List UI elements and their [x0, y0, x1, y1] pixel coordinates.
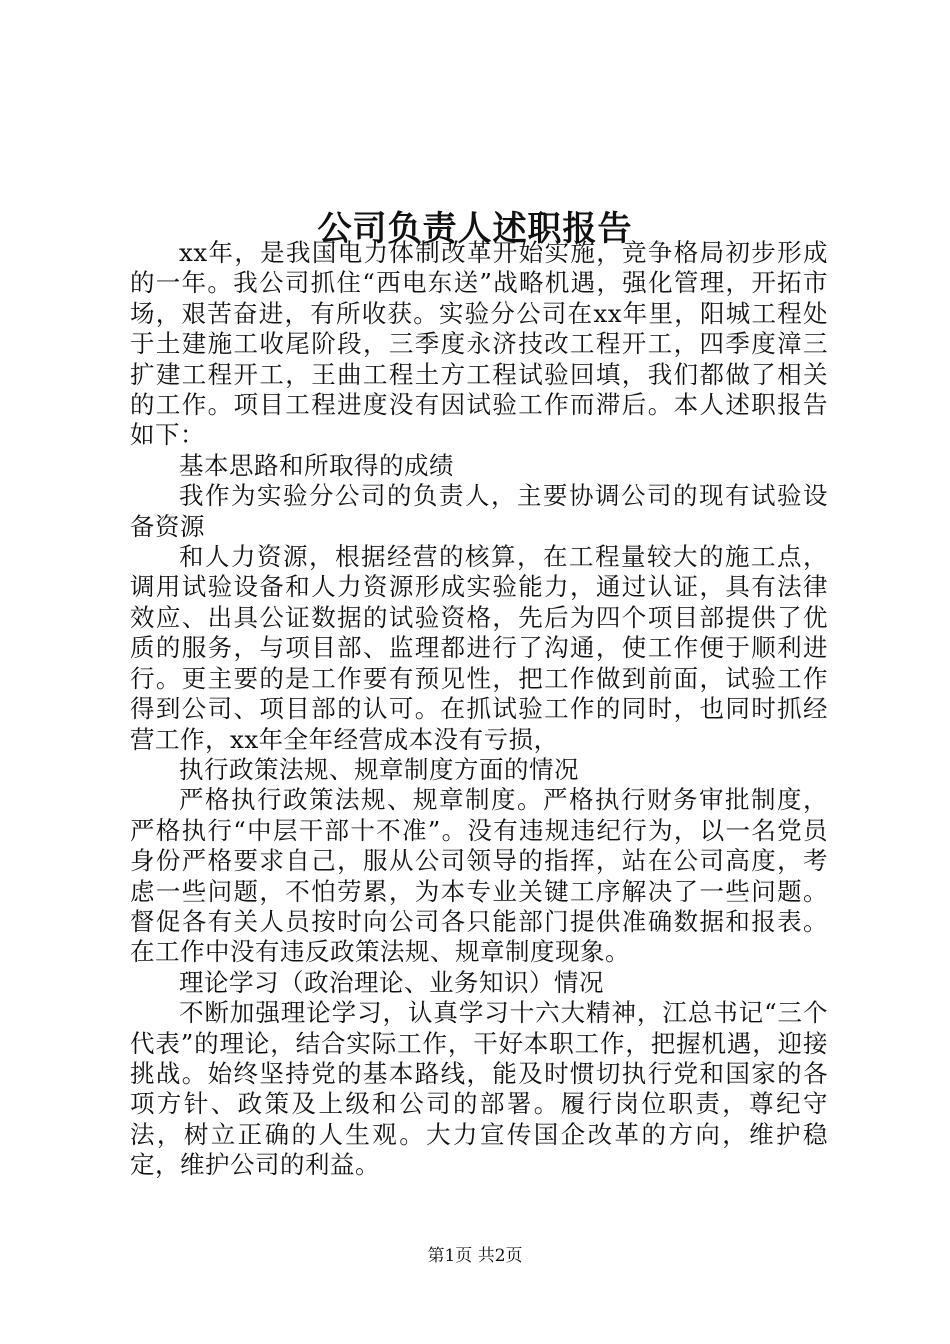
section-heading-study: 理论学习（政治理论、业务知识）情况: [179, 967, 604, 997]
document-title: 公司负责人述职报告: [317, 208, 633, 249]
paragraph-responsibility: 我作为实验分公司的负责人，主要协调公司的现有试验设备资源: [130, 481, 828, 541]
paragraph-policy: 严格执行政策法规、规章制度。严格执行财务审批制度，严格执行“中层干部十不准”。没有违规违纪行为，以一名党员身份严格要求自己，服从公司领导的指挥，站在公司高度，考虑一些问题，不怕劳累，为本专业关键工序解决了一些问题。督促各有关人员按时向公司各只能部门提供准确数据和报表。在工作中没有违反政策法规、规章制度现象。: [130, 785, 828, 967]
section-heading-policy: 执行政策法规、规章制度方面的情况: [179, 754, 579, 784]
paragraph-study: 不断加强理论学习，认真学习十六大精神，江总书记“三个代表”的理论，结合实际工作，干好本职工作，把握机遇，迎接挑战。始终坚持党的基本路线，能及时惯切执行党和国家的各项方针、政策及上级和公司的部署。履行岗位职责，尊纪守法，树立正确的人生观。大力宣传国企改革的方向，维护稳定，维护公司的利益。: [130, 998, 828, 1180]
section-heading-achievements: 基本思路和所取得的成绩: [179, 450, 454, 480]
paragraph-human-resources: 和人力资源，根据经营的核算，在工程量较大的施工点，调用试验设备和人力资源形成实验能力，通过认证，具有法律效应、出具公证数据的试验资格，先后为四个项目部提供了优质的服务，与项目部、监理都进行了沟通，使工作便于顺利进行。更主要的是工作要有预见性，把工作做到前面，试验工作得到公司、项目部的认可。在抓试验工作的同时，也同时抓经营工作，xx年全年经营成本没有亏损，: [130, 542, 828, 754]
page-indicator: 第1页 共2页: [427, 1246, 523, 1266]
paragraph-intro: xx年，是我国电力体制改革开始实施，竞争格局初步形成的一年。我公司抓住“西电东送”战略机遇，强化管理，开拓市场，艰苦奋进，有所收获。实验分公司在xx年里，阳城工程处于土建施工收尾阶段，三季度永济技改工程开工，四季度漳三扩建工程开工，王曲工程土方工程试验回填，我们都做了相关的工作。项目工程进度没有因试验工作而滞后。本人述职报告如下：: [130, 238, 828, 450]
document-body: [130, 238, 828, 1181]
